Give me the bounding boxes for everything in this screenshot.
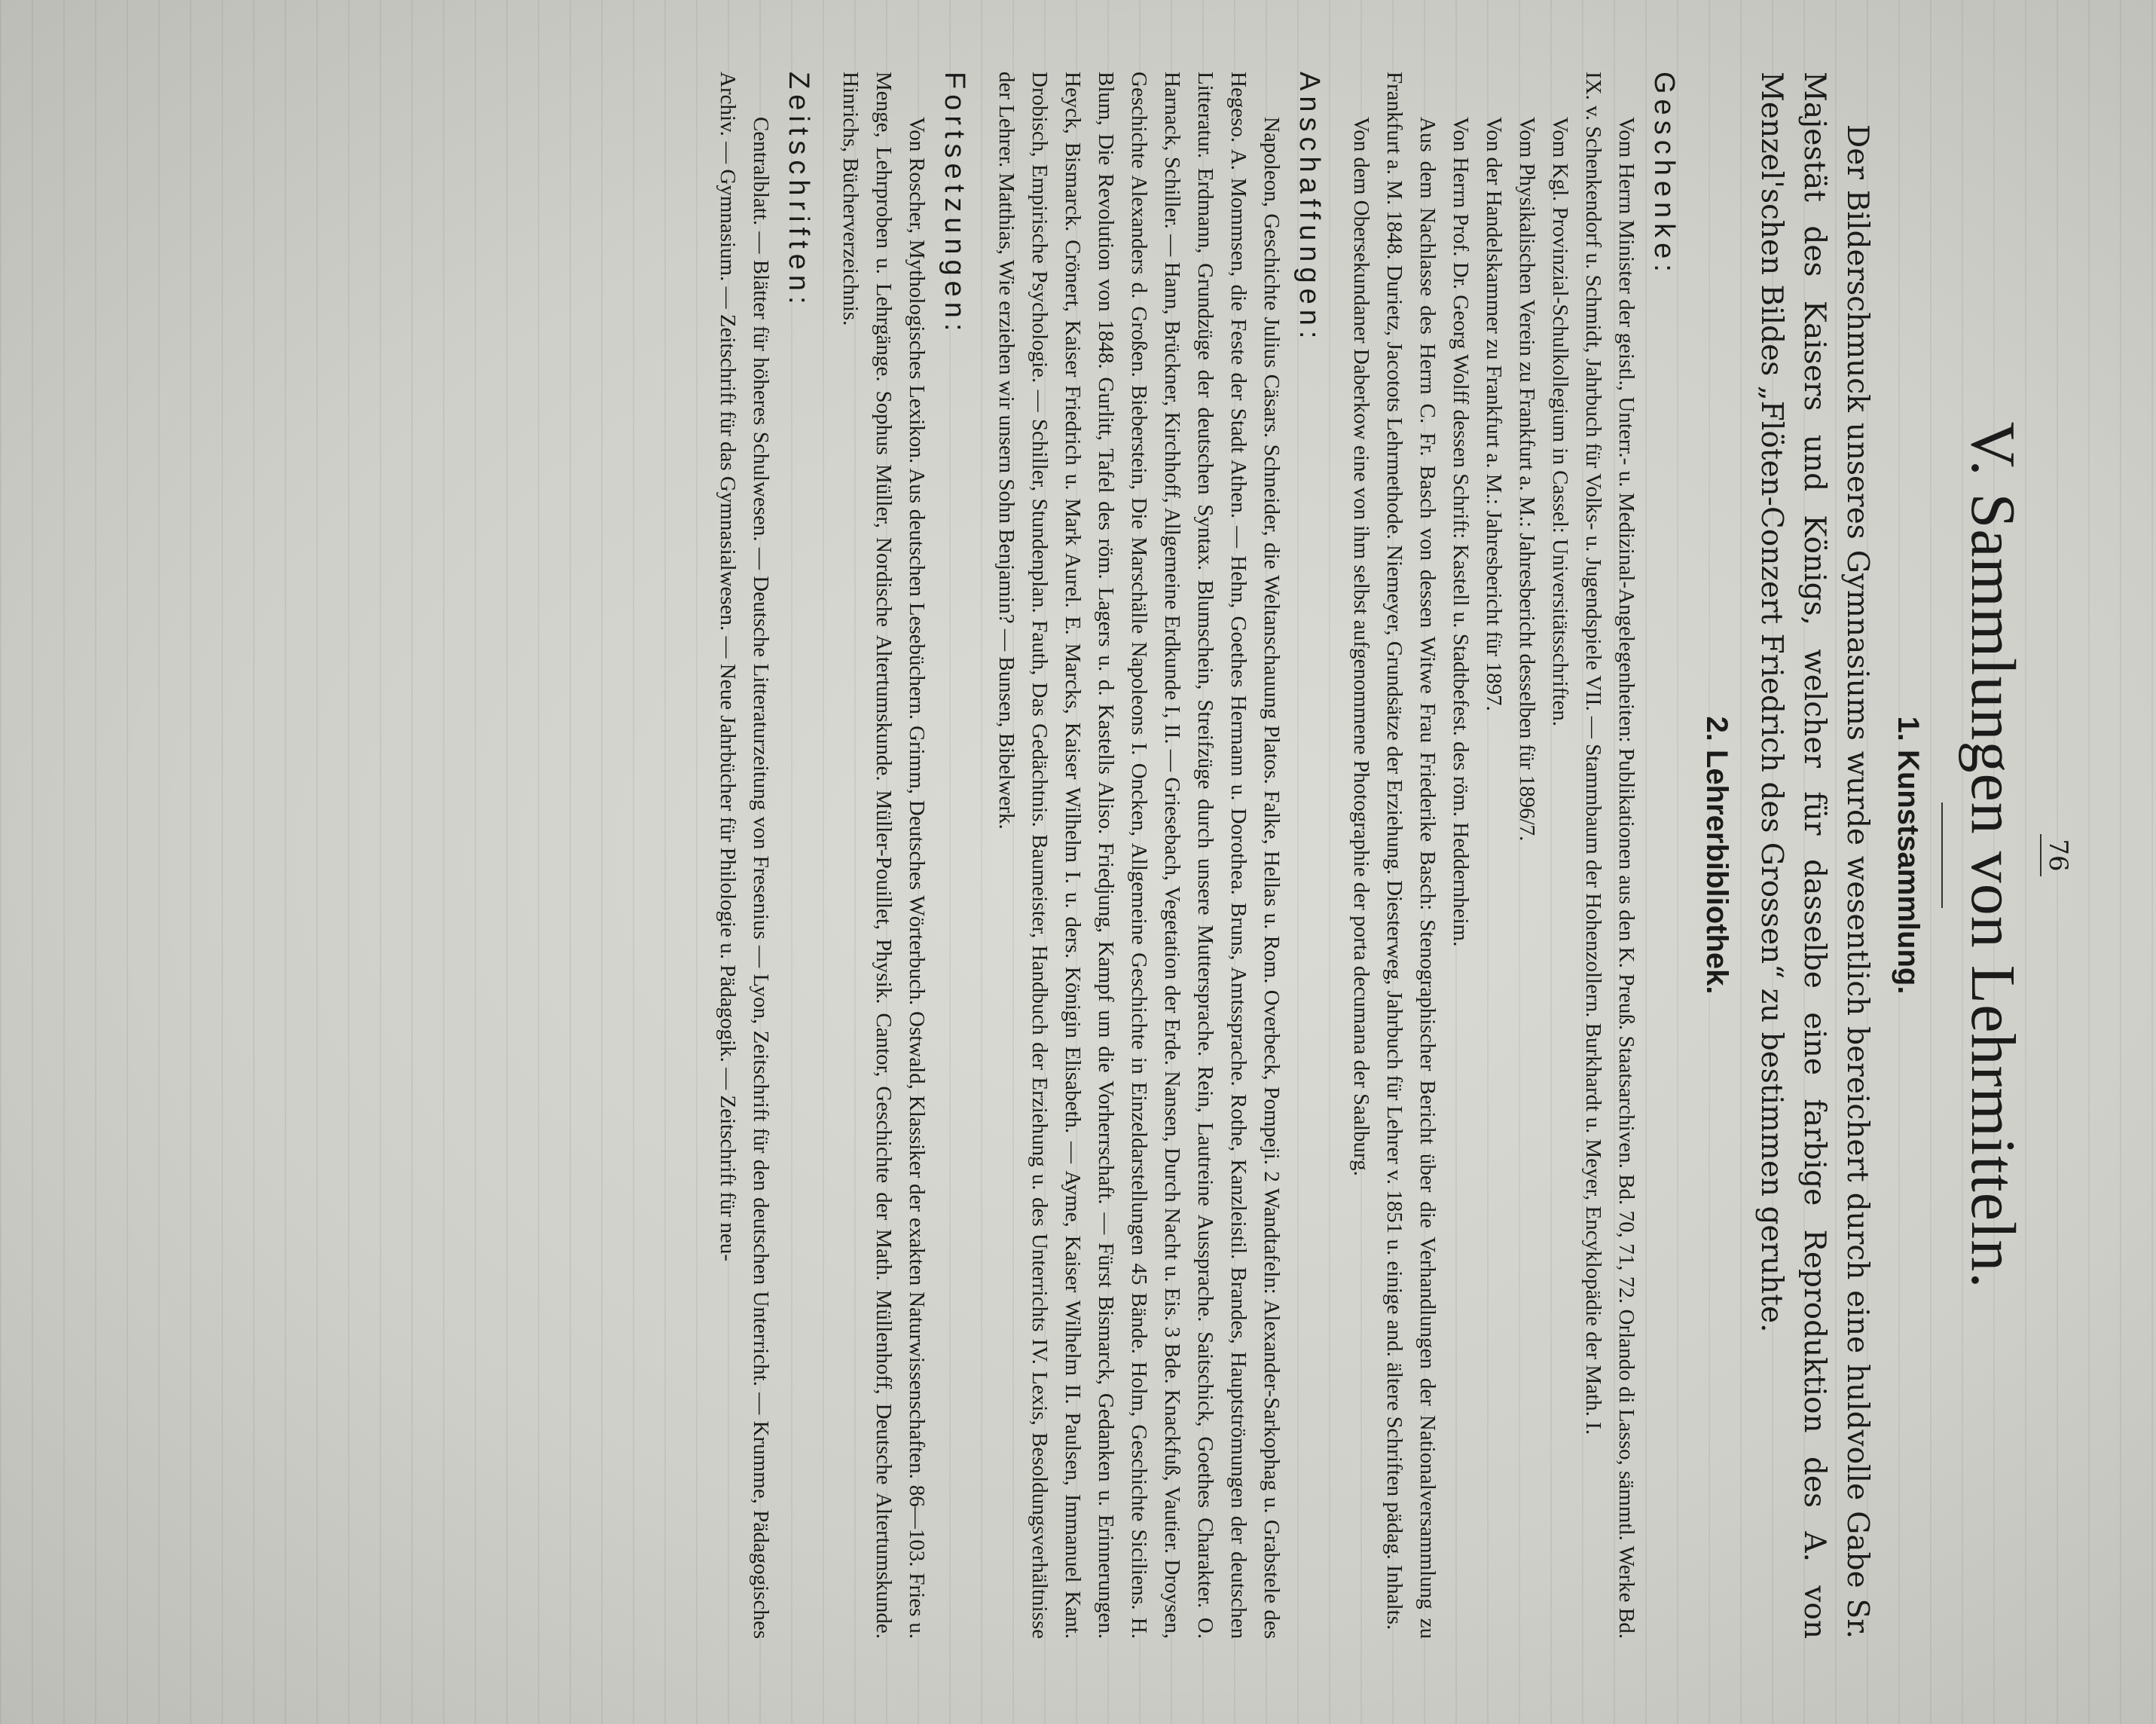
page-content: [711, 72, 2073, 1639]
fortsetzungen-label: Fortsetzungen:: [939, 72, 970, 337]
anschaffungen-label: Anschaffungen:: [1293, 72, 1325, 344]
zeitschriften-label: Zeitschriften:: [783, 72, 814, 310]
title-divider: [1941, 802, 1943, 908]
zeitschriften-entry: Centralblatt. — Blätter für höheres Schulwesen. — Deutsche Litteraturzeitung von Fresenius — Lyon, Zeitschrift für den deutschen Unterricht. — Krumme, Pädagogisches Archiv. — Gymnasium. — Zeitschrift für das Gymnasialwesen. — Neue Jahrbücher für Philologie u. Pädagogik. — Zeitschrift für neu-: [716, 72, 773, 1639]
section1-heading: 1. Kunstsammlung.: [1892, 716, 1925, 995]
page-number: 76: [2040, 72, 2073, 1639]
section2-heading: 2. Lehrerbibliothek.: [1700, 716, 1733, 995]
geschenke-entry: Von Herrn Prof. Dr. Georg Wolff dessen Schrift: Kastell u. Stadtbefest. des röm. Heddernheim.: [1449, 117, 1473, 947]
geschenke-entry: Vom Herrn Minister der geistl., Unterr.- u. Medizinal-Angelegenheiten: Publikationen aus den K. Preuß. Staatsarchiven. Bd. 70, 71, 72. Orlando di Lasso, sämmtl. Werke Bd. IX. v. Schenkendorf u. Schmidt, Jahrbuch für Volks- u. Jugendspiele VII. — Stammbaum der Hohenzollern. Burkhardt u. Meyer, Encyklopädie der Math. I.: [1581, 72, 1638, 1639]
geschenke-entry: Von der Handelskammer zu Frankfurt a. M.: Jahresbericht für 1897.: [1482, 117, 1506, 711]
geschenke-entry: Vom Physikalischen Verein zu Frankfurt a. M.: Jahresbericht desselben für 1896/7.: [1515, 117, 1539, 842]
geschenke-entry: Aus dem Nachlasse des Herrn C. Fr. Basch von dessen Witwe Frau Friederike Basch: Stenographischer Bericht über die Verhandlungen der Nationalversammlung zu Frankfurt a. M. 1848. Durietz, Jacotots Lehrmethode. Niemeyer, Grundsätze der Erziehung. Diesterweg, Jahrbuch für Lehrer v. 1851 u. einige and. ältere Schriften pädag. Inhalts.: [1382, 72, 1440, 1639]
geschenke-entry: Vom Kgl. Provinzial-Schulkollegium in Cassel: Universitätsschriften.: [1548, 117, 1572, 726]
geschenke-entry: Von dem Obersekundaner Daberkow eine von ihm selbst aufgenommene Photographie der porta decumana der Saalburg.: [1349, 117, 1373, 1176]
fortsetzungen-entry: Von Roscher, Mythologisches Lexikon. Aus deutschen Lesebüchern. Grimm, Deutsches Wörterbuch. Ostwald, Klassiker der exakten Naturwissenschaften. 86—103. Fries u. Menge, Lehrproben u. Lehrgänge. Sophus Müller, Nordische Altertumskunde. Müller-Pouillet, Physik. Cantor, Geschichte der Math. Müllenhoff, Deutsche Altertumskunde. Hinrichs, Bücherverzeichnis.: [838, 72, 929, 1639]
page-title: V. Sammlungen von Lehrmitteln.: [1958, 421, 2028, 1289]
geschenke-label: Geschenke:: [1648, 72, 1680, 277]
anschaffungen-entry: Napoleon, Geschichte Julius Cäsars. Schneider, die Weltanschauung Platos. Falke, Hellas u. Rom. Overbeck, Pompeji. 2 Wandtafeln: Alexander-Sarkophag u. Grabstele des Hegeso. A. Mommsen, die Feste der Stadt Athen. — Hehn, Goethes Hermann u. Dorothea. Bruns, Amtssprache. Rothe, Kanzleistil. Brandes, Hauptströmungen der deutschen Litteratur. Erdmann, Grundzüge der deutschen Syntax. Blumschein, Streifzüge durch unsere Muttersprache. Rein, Lautreine Aussprache. Saitschick, Goethes Charakter. O. Harnack, Schiller. — Hann, Brückner, Kirchhoff, Allgemeine Erdkunde I, II. — Griesebach, Vegetation der Erde. Nansen, Durch Nacht u. Eis. 3 Bde. Knackfuß, Vautier. Droysen, Geschichte Alexanders d. Großen. Bieberstein, Die Marschälle Napoleons I. Oncken, Allgemeine Geschichte in Einzeldarstellungen 45 Bände. Holm, Geschichte Siciliens. H. Blum, Die Revolution von 1848. Gurlitt, Tafel des röm. Lagers u. d. Kastells Aliso. Friedjung, Kampf um die Vorherrschaft. — Fürst Bismarck, Gedanken u. Erinnerungen. Heyck, Bismarck. Crönert, Kaiser Friedrich u. Mark Aurel. E. Marcks, Kaiser Wilhelm I. u. ders. Königin Elisabeth. — Ayme, Kaiser Wilhelm II. Paulsen, Immanuel Kant. Drobisch, Empirische Psychologie. — Schiller, Stundenplan. Fauth, Das Gedächtnis. Baumeister, Handbuch der Erziehung u. des Unterrichts IV. Lexis, Besoldungsverhältnisse der Lehrer. Matthias, Wie erziehen wir unsern Sohn Benjamin? — Bunsen, Bibelwerk.: [994, 72, 1284, 1639]
section1-paragraph: Der Bilderschmuck unseres Gymnasiums wurde wesentlich bereichert durch eine huldvolle Gabe Sr. Majestät des Kaisers und Königs, welcher für dasselbe eine farbige Reproduktion des A. von Menzel'schen Bildes „Flöten-Conzert Friedrich des Grossen“ zu bestimmen geruhte.: [1754, 72, 1874, 1639]
